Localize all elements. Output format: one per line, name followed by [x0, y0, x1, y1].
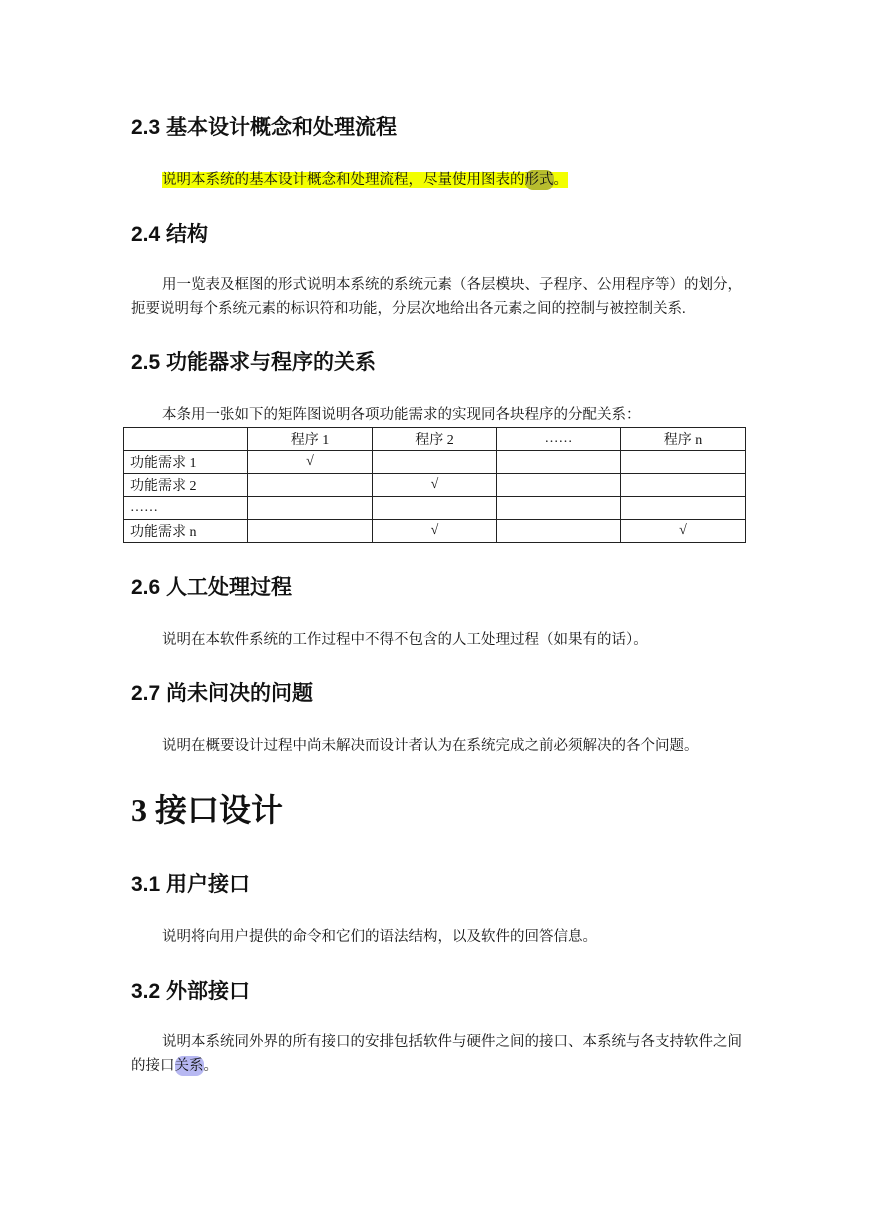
table-header-cell: 程序 1 [248, 428, 373, 451]
requirements-matrix-table [123, 427, 746, 543]
table-row-label: 功能需求 n [124, 520, 248, 543]
table-row-label: 功能需求 1 [124, 451, 248, 474]
table-cell [497, 451, 621, 474]
table-cell [497, 474, 621, 497]
highlighted-text: 说明本系统的基本设计概念和处理流程，尽量使用图表的形式。 [162, 172, 568, 188]
section-heading-3-1: 3.1 用户接口 [131, 873, 251, 896]
table-cell [373, 497, 497, 520]
section-heading-2-6: 2.6 人工处理过程 [131, 576, 293, 599]
table-cell [248, 474, 373, 497]
annotation-mark[interactable]: 形式 [524, 172, 554, 188]
table-cell: √ [621, 520, 746, 543]
section-2-4-paragraph: 用一览表及框图的形式说明本系统的系统元素（各层模块、子程序、公用程序等）的划分，扼要说明每个系统元素的标识符和功能，分层次地给出各元素之间的控制与被控制关系. [131, 277, 742, 317]
table-row [124, 520, 746, 543]
table-cell [621, 474, 746, 497]
table-row-label: 功能需求 2 [124, 474, 248, 497]
table-cell: √ [248, 451, 373, 474]
table-cell [248, 520, 373, 543]
table-cell [248, 497, 373, 520]
table-row [124, 497, 746, 520]
table-header-cell [124, 428, 248, 451]
section-2-6-paragraph: 说明在本软件系统的工作过程中不得不包含的人工处理过程（如果有的话）。 [162, 632, 648, 648]
annotation-mark[interactable]: 关系 [174, 1058, 204, 1074]
section-2-7-paragraph: 说明在概要设计过程中尚未解决而设计者认为在系统完成之前必须解决的各个问题。 [162, 738, 699, 754]
table-cell [497, 497, 621, 520]
table-row-label: …… [124, 497, 248, 520]
table-cell [621, 451, 746, 474]
table-header-cell: 程序 2 [373, 428, 497, 451]
section-2-3-paragraph [131, 168, 744, 192]
table-header-cell: …… [497, 428, 621, 451]
section-heading-2-7: 2.7 尚未问决的问题 [131, 682, 314, 705]
table-row [124, 474, 746, 497]
table-cell [621, 497, 746, 520]
table-cell: √ [373, 520, 497, 543]
section-3-2-paragraph: 说明本系统同外界的所有接口的安排包括软件与硬件之间的接口、本系统与各支持软件之间的接口关系。 [131, 1034, 742, 1074]
section-heading-2-3: 2.3 基本设计概念和处理流程 [131, 116, 398, 139]
section-3-1-paragraph: 说明将向用户提供的命令和它们的语法结构，以及软件的回答信息。 [162, 929, 597, 945]
table-cell [497, 520, 621, 543]
table-row [124, 451, 746, 474]
chapter-heading-3: 3 接口设计 [131, 792, 284, 828]
table-header-row [124, 428, 746, 451]
section-heading-2-4: 2.4 结构 [131, 223, 209, 246]
section-heading-2-5: 2.5 功能器求与程序的关系 [131, 351, 377, 374]
table-cell [373, 451, 497, 474]
section-heading-3-2: 3.2 外部接口 [131, 980, 251, 1003]
table-cell: √ [373, 474, 497, 497]
section-2-5-paragraph: 本条用一张如下的矩阵图说明各项功能需求的实现同各块程序的分配关系： [162, 407, 641, 423]
table-header-cell: 程序 n [621, 428, 746, 451]
